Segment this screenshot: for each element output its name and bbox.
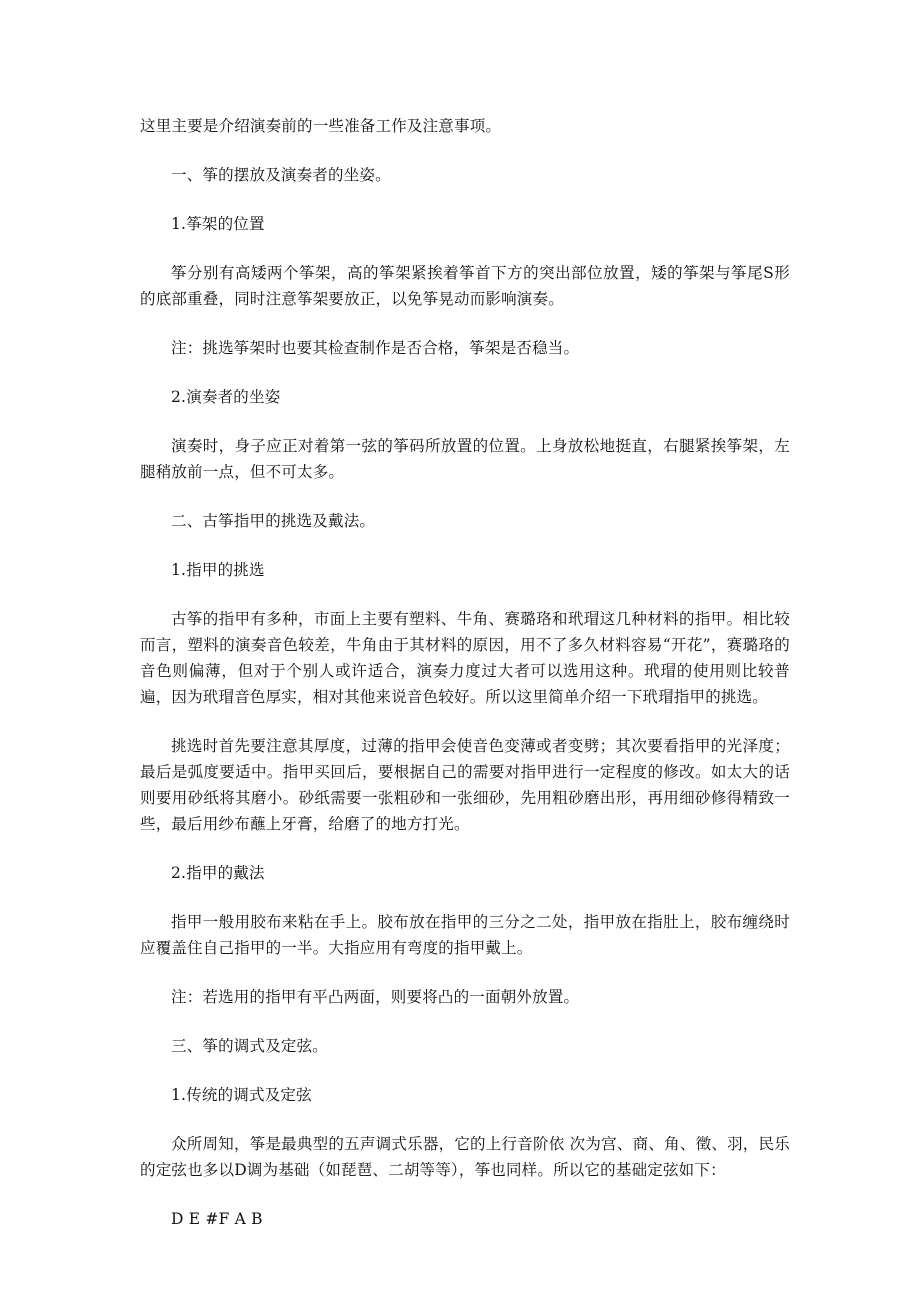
subsection-heading-3-1: 1.传统的调式及定弦 <box>171 1086 312 1104</box>
note-paragraph: 注：挑选筝架时也要其检查制作是否合格，筝架是否稳当。 <box>171 339 580 357</box>
section-heading-3: 三、筝的调式及定弦。 <box>171 1037 329 1055</box>
subsection-heading-2-2: 2.指甲的戴法 <box>171 864 265 882</box>
body-paragraph: 众所周知，筝是最典型的五声调式乐器，它的上行音阶依 次为宫、商、角、徵、羽，民乐的定弦也多以D调为基础（如琵琶、二胡等等），筝也同样。所以它的基础定弦如下： <box>140 1135 790 1179</box>
tuning-notes-line: D E #F A B <box>171 1210 263 1228</box>
document-body <box>140 113 790 1232</box>
subsection-heading-1-1: 1.筝架的位置 <box>171 215 265 233</box>
body-paragraph: 筝分别有高矮两个筝架，高的筝架紧挨着筝首下方的突出部位放置，矮的筝架与筝尾S形的底部重叠，同时注意筝架要放正，以免筝晃动而影响演奏。 <box>140 264 790 308</box>
body-paragraph: 古筝的指甲有多种，市面上主要有塑料、牛角、赛璐珞和玳瑁这几种材料的指甲。相比较而言，塑料的演奏音色较差，牛角由于其材料的原因，用不了多久材料容易“开花”，赛璐珞的音色则偏薄，但对于个别人或许适合，演奏力度过大者可以选用这种。玳瑁的使用则比较普遍，因为玳瑁音色厚实，相对其他来说音色较好。所以这里简单介绍一下玳瑁指甲的挑选。 <box>140 610 790 706</box>
body-paragraph: 演奏时，身子应正对着第一弦的筝码所放置的位置。上身放松地挺直，右腿紧挨筝架，左腿稍放前一点，但不可太多。 <box>140 437 790 481</box>
section-heading-2: 二、古筝指甲的挑选及戴法。 <box>171 512 376 530</box>
subsection-heading-2-1: 1.指甲的挑选 <box>171 561 265 579</box>
body-paragraph: 挑选时首先要注意其厚度，过薄的指甲会使音色变薄或者变劈；其次要看指甲的光泽度；最后是弧度要适中。指甲买回后，要根据自己的需要对指甲进行一定程度的修改。如太大的话则要用砂纸将其磨小。砂纸需要一张粗砂和一张细砂，先用粗砂磨出形，再用细砂修得精致一些，最后用纱布蘸上牙膏，给磨了的地方打光。 <box>140 737 790 833</box>
body-paragraph: 指甲一般用胶布来粘在手上。胶布放在指甲的三分之二处，指甲放在指肚上，胶布缠绕时应覆盖住自己指甲的一半。大指应用有弯度的指甲戴上。 <box>140 913 790 957</box>
intro-paragraph: 这里主要是介绍演奏前的一些准备工作及注意事项。 <box>140 117 502 135</box>
section-heading-1: 一、筝的摆放及演奏者的坐姿。 <box>171 166 391 184</box>
subsection-heading-1-2: 2.演奏者的坐姿 <box>171 388 281 406</box>
note-paragraph: 注：若选用的指甲有平凸两面，则要将凸的一面朝外放置。 <box>171 988 580 1006</box>
